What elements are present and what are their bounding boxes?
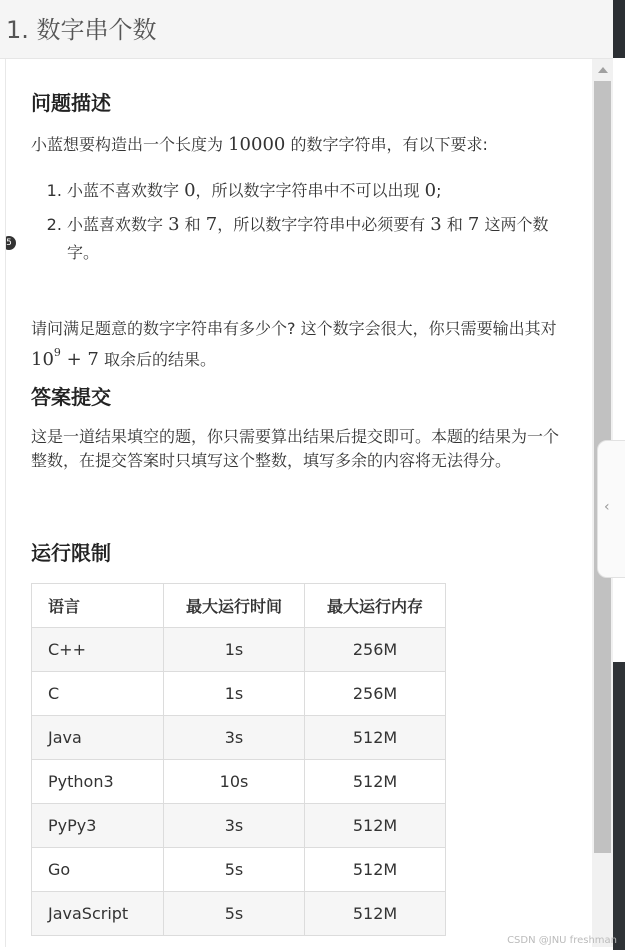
watermark: CSDN @JNU freshman: [507, 935, 617, 946]
table-cell: C++: [32, 628, 164, 672]
table-row: [32, 848, 446, 892]
column-header: 最大运行内存: [305, 584, 446, 628]
req1-num: 0: [184, 180, 196, 201]
mod-base: 10: [31, 349, 54, 370]
intro-suffix: 的数字字符串，有以下要求:: [285, 135, 488, 154]
table-cell: 1s: [164, 672, 305, 716]
table-row: [32, 716, 446, 760]
table-cell: 10s: [164, 760, 305, 804]
table-cell: 5s: [164, 848, 305, 892]
table-cell: 3s: [164, 716, 305, 760]
page-title: 1. 数字串个数: [6, 16, 157, 44]
table-cell: 1s: [164, 628, 305, 672]
limits-table: [31, 583, 446, 936]
table-row: [32, 760, 446, 804]
req1-prefix: 小蓝不喜欢数字: [67, 181, 185, 200]
table-cell: 512M: [305, 804, 446, 848]
title-bar: [0, 0, 613, 59]
table-cell: C: [32, 672, 164, 716]
table-cell: 512M: [305, 716, 446, 760]
column-header: 语言: [32, 584, 164, 628]
req2-mid: ，所以数字字符串中必须要有: [217, 215, 431, 234]
table-cell: 256M: [305, 628, 446, 672]
table-cell: Java: [32, 716, 164, 760]
table-cell: JavaScript: [32, 892, 164, 936]
req1-suffix: ;: [436, 181, 442, 200]
table-cell: PyPy3: [32, 804, 164, 848]
requirement-2: [67, 211, 571, 267]
chevron-left-icon[interactable]: ‹: [604, 499, 610, 515]
side-collapse-tab[interactable]: [597, 440, 625, 578]
scroll-up-arrow-icon[interactable]: [598, 67, 608, 73]
intro-prefix: 小蓝想要构造出一个长度为: [31, 135, 229, 154]
problem-question: [31, 317, 561, 372]
req2-d: 7: [467, 214, 480, 235]
req2-prefix: 小蓝喜欢数字: [67, 215, 169, 234]
top-right-strip: [613, 0, 625, 58]
req1-mid: ，所以数字字符串中不可以出现: [195, 181, 425, 200]
table-cell: Go: [32, 848, 164, 892]
question-prefix: 请问满足题意的数字字符串有多少个? 这个数字会很大，你只需要输出其对: [31, 319, 557, 338]
req2-suffix: 这两个数字。: [67, 215, 549, 262]
req2-and2: 和: [441, 215, 468, 234]
requirement-1: [67, 177, 571, 205]
section-title-submit: 答案提交: [31, 385, 111, 409]
question-suffix: 取余后的结果。: [98, 350, 216, 369]
right-dark-strip: [613, 662, 625, 950]
section-title-limits: 运行限制: [31, 541, 111, 565]
req2-c: 3: [430, 214, 442, 235]
section-title-description: 问题描述: [31, 91, 111, 115]
table-cell: Python3: [32, 760, 164, 804]
mod-exponent: 9: [53, 346, 61, 359]
table-row: [32, 892, 446, 936]
table-row: [32, 672, 446, 716]
requirements-list: [31, 177, 571, 273]
left-badge: 5: [5, 236, 16, 250]
req2-and: 和: [179, 215, 206, 234]
table-cell: 3s: [164, 804, 305, 848]
column-header: 最大运行时间: [164, 584, 305, 628]
table-header-row: [32, 584, 446, 628]
req2-b: 7: [205, 214, 218, 235]
intro-num: 10000: [228, 134, 286, 155]
mod-plus: + 7: [60, 349, 99, 370]
problem-panel: [5, 59, 594, 947]
table-cell: 512M: [305, 760, 446, 804]
table-cell: 256M: [305, 672, 446, 716]
req1-num2: 0: [424, 180, 437, 201]
req2-a: 3: [168, 214, 180, 235]
table-cell: 512M: [305, 848, 446, 892]
problem-intro: [31, 133, 488, 157]
table-cell: 5s: [164, 892, 305, 936]
table-row: [32, 628, 446, 672]
table-cell: 512M: [305, 892, 446, 936]
submit-text: 这是一道结果填空的题，你只需要算出结果后提交即可。本题的结果为一个整数，在提交答案时只填写这个整数，填写多余的内容将无法得分。: [31, 427, 560, 470]
table-row: [32, 804, 446, 848]
